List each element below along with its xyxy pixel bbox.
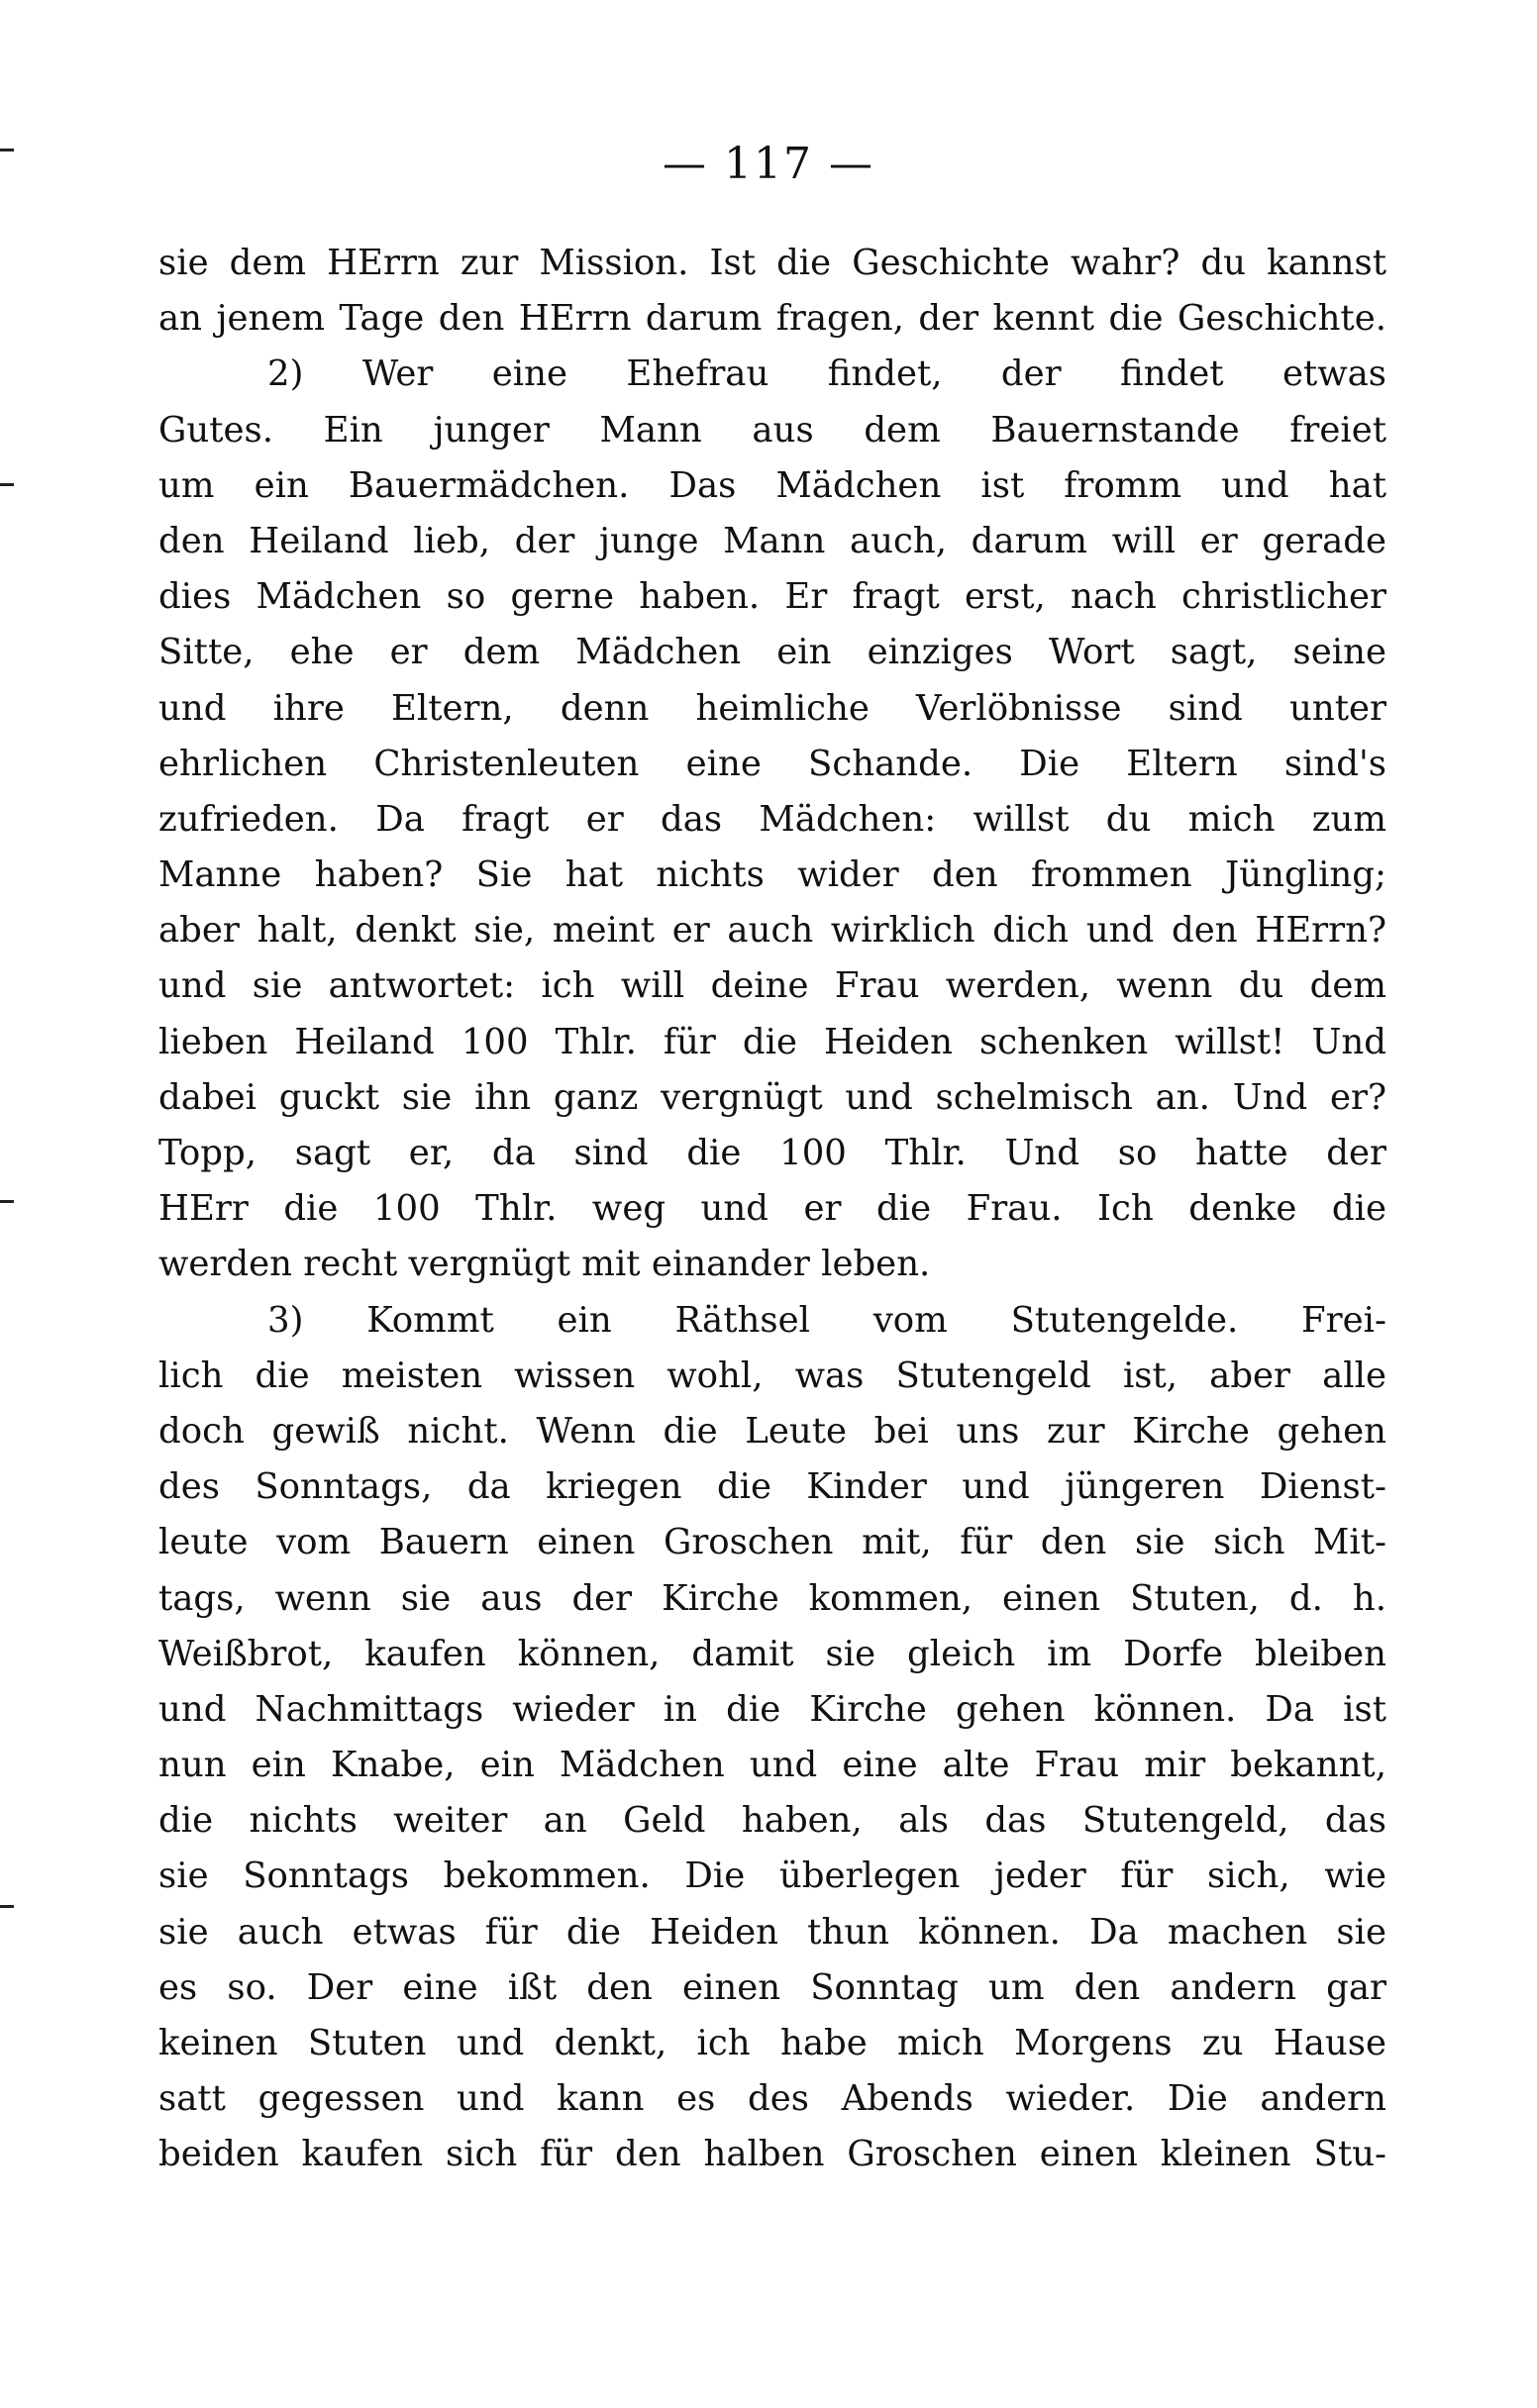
text-line: ehrlichen Christenleuten eine Schande. Die Eltern sind's (158, 743, 1386, 784)
text-line: dabei guckt sie ihn ganz vergnügt und schelmisch an. Und er? (158, 1076, 1386, 1118)
text-line: und sie antwortet: ich will deine Frau werden, wenn du dem (158, 965, 1386, 1007)
text-line: beiden kaufen sich für den halben Groschen einen kleinen Stu- (158, 2134, 1386, 2175)
text-line: zufrieden. Da fragt er das Mädchen: willst du mich zum (158, 798, 1386, 840)
text-line: nun ein Knabe, ein Mädchen und eine alte Frau mir bekannt, (158, 1745, 1386, 1786)
text-line: an jenem Tage den HErrn darum fragen, der kennt die Geschichte. (158, 298, 1386, 340)
margin-mark (0, 1905, 14, 1908)
text-line: Topp, sagt er, da sind die 100 Thlr. Und so hatte der (158, 1133, 1386, 1173)
text-line: und ihre Eltern, denn heimliche Verlöbnisse sind unter (158, 687, 1386, 729)
text-line: Weißbrot, kaufen können, damit sie gleich im Dorfe bleiben (158, 1633, 1386, 1674)
text-line: und Nachmittags wieder in die Kirche gehen können. Da ist (158, 1688, 1386, 1730)
text-line: es so. Der eine ißt den einen Sonntag um den andern gar (158, 1966, 1386, 2008)
text-line: um ein Bauermädchen. Das Mädchen ist fromm und hat (158, 464, 1386, 506)
text-line: dies Mädchen so gerne haben. Er fragt erst, nach christlicher (158, 576, 1386, 618)
text-line: keinen Stuten und denkt, ich habe mich Morgens zu Hause (158, 2023, 1386, 2063)
margin-mark (0, 483, 14, 486)
text-line: sie auch etwas für die Heiden thun können. Da machen sie (158, 1911, 1386, 1953)
text-line: werden recht vergnügt mit einander leben. (158, 1244, 931, 1285)
page-number: — 117 — (663, 139, 874, 189)
text-line: lieben Heiland 100 Thlr. für die Heiden schenken willst! Und (158, 1021, 1386, 1062)
text-line: 3) Kommt ein Räthsel vom Stutengelde. Frei- (267, 1299, 1386, 1341)
text-line: aber halt, denkt sie, meint er auch wirklich dich und den HErrn? (158, 910, 1386, 952)
text-line: sie Sonntags bekommen. Die überlegen jeder für sich, wie (158, 1856, 1386, 1897)
text-line: Manne haben? Sie hat nichts wider den frommen Jüngling; (158, 854, 1386, 896)
text-line: leute vom Bauern einen Groschen mit, für den sie sich Mit- (158, 1522, 1386, 1563)
text-line: den Heiland lieb, der junge Mann auch, darum will er gerade (158, 520, 1386, 561)
text-line: satt gegessen und kann es des Abends wieder. Die andern (158, 2078, 1386, 2120)
body-text (158, 236, 1386, 2183)
text-line: Gutes. Ein junger Mann aus dem Bauernstande freiet (158, 409, 1386, 451)
text-line: die nichts weiter an Geld haben, als das Stutengeld, das (158, 1800, 1386, 1842)
text-line: HErr die 100 Thlr. weg und er die Frau. Ich denke die (158, 1188, 1386, 1230)
text-line: lich die meisten wissen wohl, was Stutengeld ist, aber alle (158, 1354, 1386, 1396)
text-line: des Sonntags, da kriegen die Kinder und jüngeren Dienst- (158, 1466, 1386, 1508)
text-line: 2) Wer eine Ehefrau findet, der findet etwas (267, 353, 1386, 395)
margin-mark (0, 1200, 14, 1203)
text-line: sie dem HErrn zur Mission. Ist die Geschichte wahr? du kannst (158, 243, 1386, 283)
text-line: doch gewiß nicht. Wenn die Leute bei uns zur Kirche gehen (158, 1410, 1386, 1452)
text-line: Sitte, ehe er dem Mädchen ein einziges Wort sagt, seine (158, 632, 1386, 673)
text-line: tags, wenn sie aus der Kirche kommen, einen Stuten, d. h. (158, 1577, 1386, 1619)
